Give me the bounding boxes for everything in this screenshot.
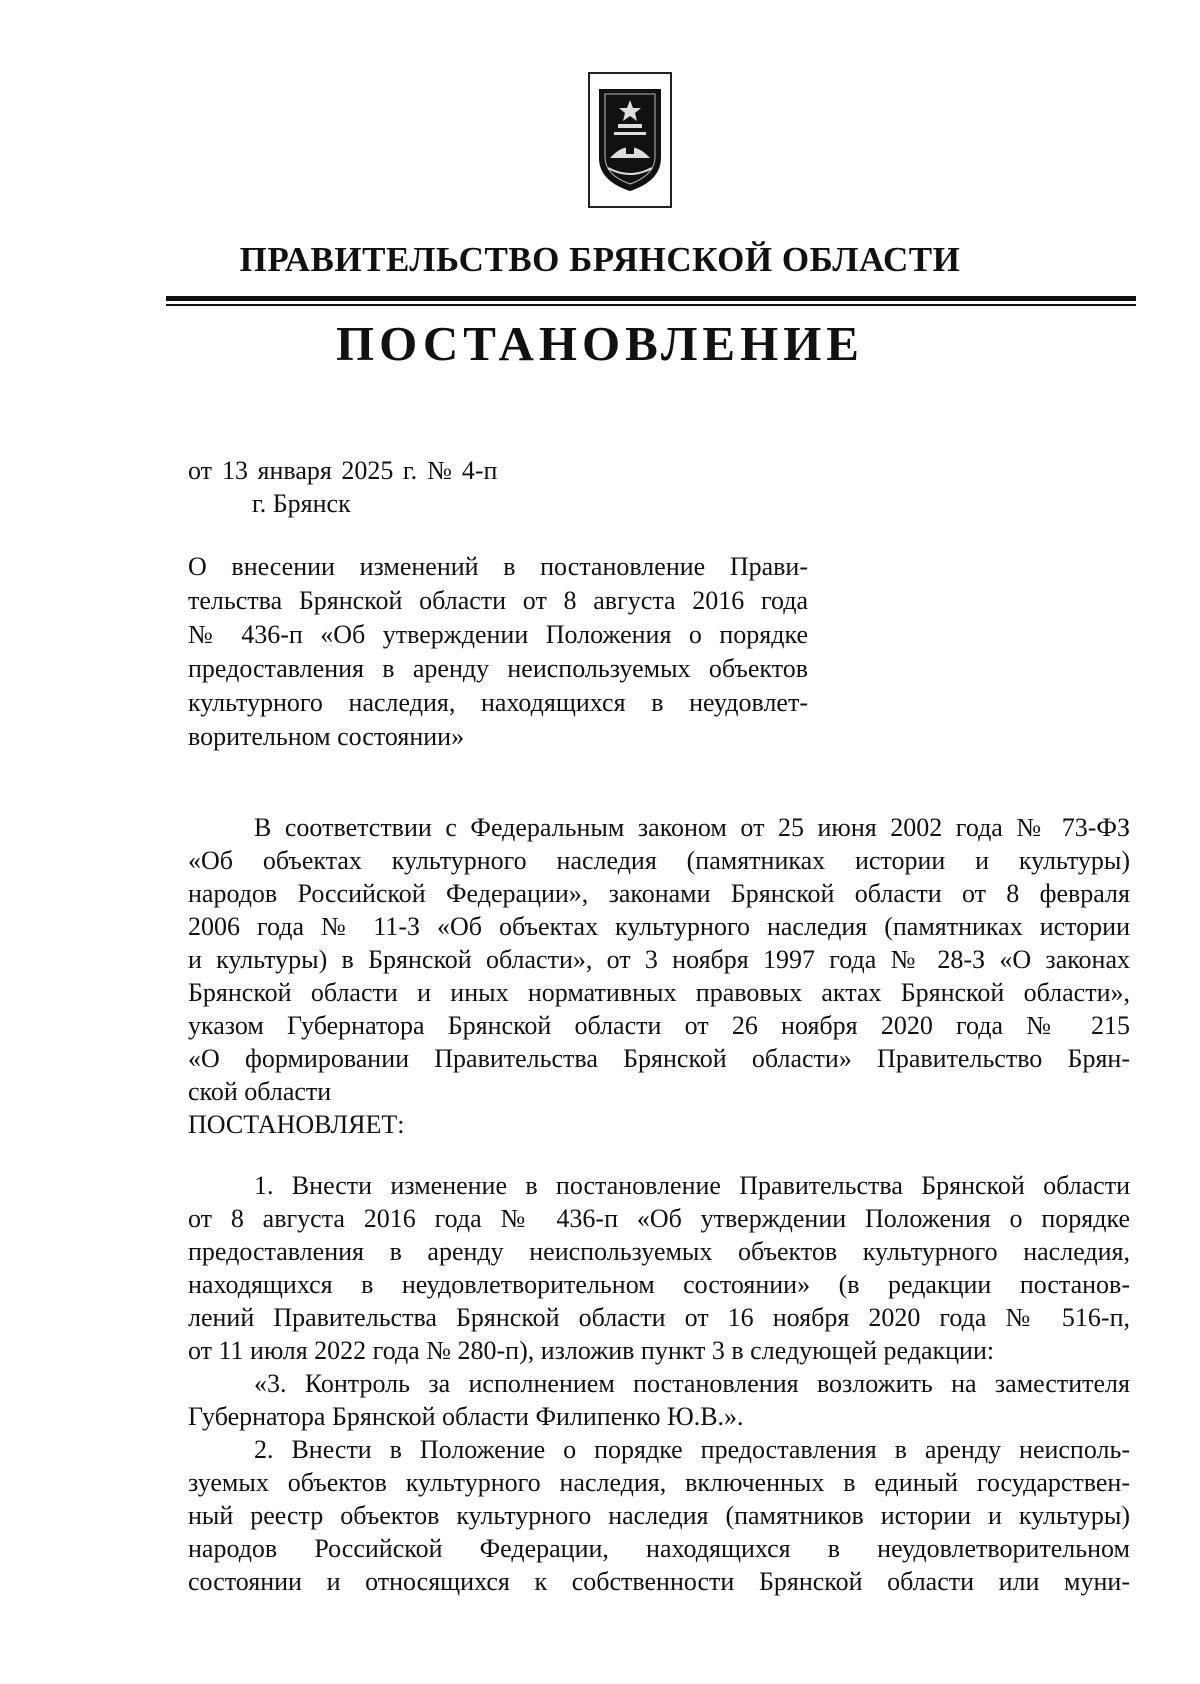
subject-line: ворительном состоянии» — [188, 722, 465, 751]
document-date-number — [188, 456, 507, 486]
preamble-line: народов Российской Федерации», законами Брянской области от 8 февраля — [188, 879, 1130, 908]
document-number: 4-п — [461, 456, 498, 485]
resolves-text: ПОСТАНОВЛЯЕТ: — [188, 1110, 405, 1139]
document-city: г. Брянск — [252, 489, 351, 518]
preamble-line: ской области — [188, 1077, 332, 1106]
document-subject — [188, 550, 808, 754]
header-rule-thin — [166, 304, 1136, 306]
subject-line: № 436-п «Об утверждении Положения о порядке — [188, 620, 808, 649]
subject-line: О внесении изменений в постановление Прави- — [188, 552, 808, 581]
clause-line: находящихся в неудовлетворительном состоянии» (в редакции постанов- — [188, 1270, 1130, 1299]
preamble-paragraph — [188, 811, 1130, 1108]
document-date: 13 января 2025 г. — [222, 456, 418, 485]
header-rule-thick — [166, 296, 1136, 301]
preamble-line: «Об объектах культурного наследия (памятниках истории и культуры) — [188, 846, 1130, 875]
preamble-line: В соответствии с Федеральным законом от 25 июня 2002 года № 73-ФЗ — [254, 813, 1130, 842]
clause-line: народов Российской Федерации, находящихся в неудовлетворительном — [188, 1534, 1130, 1563]
preamble-line: и культуры) в Брянской области», от 3 ноября 1997 года № 28-З «О законах — [188, 945, 1130, 974]
preamble-line: Брянской области и иных нормативных правовых актах Брянской области», — [188, 978, 1130, 1007]
coat-of-arms-frame — [588, 72, 672, 208]
date-prefix: от — [188, 456, 213, 485]
clause-line: предоставления в аренду неиспользуемых объектов культурного наследия, — [188, 1237, 1130, 1266]
preamble-line: 2006 года № 11-З «Об объектах культурного наследия (памятниках истории — [188, 912, 1130, 941]
clause-line: Губернатора Брянской области Филипенко Ю.В.». — [188, 1402, 744, 1431]
resolves-heading — [188, 1108, 1130, 1141]
number-sign: № — [427, 456, 452, 485]
subject-line: культурного наследия, находящихся в неудовлет- — [188, 688, 808, 717]
clause-line: от 8 августа 2016 года № 436-п «Об утверждении Положения о порядке — [188, 1204, 1130, 1233]
clause-line: ный реестр объектов культурного наследия (памятников истории и культуры) — [188, 1501, 1130, 1530]
preamble-line: «О формировании Правительства Брянской области» Правительство Брян- — [188, 1044, 1130, 1073]
subject-line: предоставления в аренду неиспользуемых объектов — [188, 654, 808, 683]
clause-line: 1. Внести изменение в постановление Правительства Брянской области — [254, 1171, 1130, 1200]
bryansk-oblast-coat-of-arms-icon — [596, 84, 664, 196]
clause-line: «3. Контроль за исполнением постановления возложить на заместителя — [254, 1369, 1130, 1398]
clause-line: от 11 июля 2022 года № 280-п), изложив пункт 3 в следующей редакции: — [188, 1336, 995, 1365]
preamble-line: указом Губернатора Брянской области от 26 ноября 2020 года № 215 — [188, 1011, 1130, 1040]
document-type-title: ПОСТАНОВЛЕНИЕ — [336, 316, 864, 371]
clauses-section — [188, 1169, 1130, 1598]
clause-line: лений Правительства Брянской области от 16 ноября 2020 года № 516-п, — [188, 1303, 1130, 1332]
government-name: ПРАВИТЕЛЬСТВО БРЯНСКОЙ ОБЛАСТИ — [239, 240, 961, 279]
subject-line: тельства Брянской области от 8 августа 2016 года — [188, 586, 808, 615]
clause-line: состоянии и относящихся к собственности Брянской области или муни- — [188, 1567, 1130, 1596]
clause-line: зуемых объектов культурного наследия, включенных в единый государствен- — [188, 1468, 1130, 1497]
clause-line: 2. Внести в Положение о порядке предоставления в аренду неисполь- — [254, 1435, 1130, 1464]
